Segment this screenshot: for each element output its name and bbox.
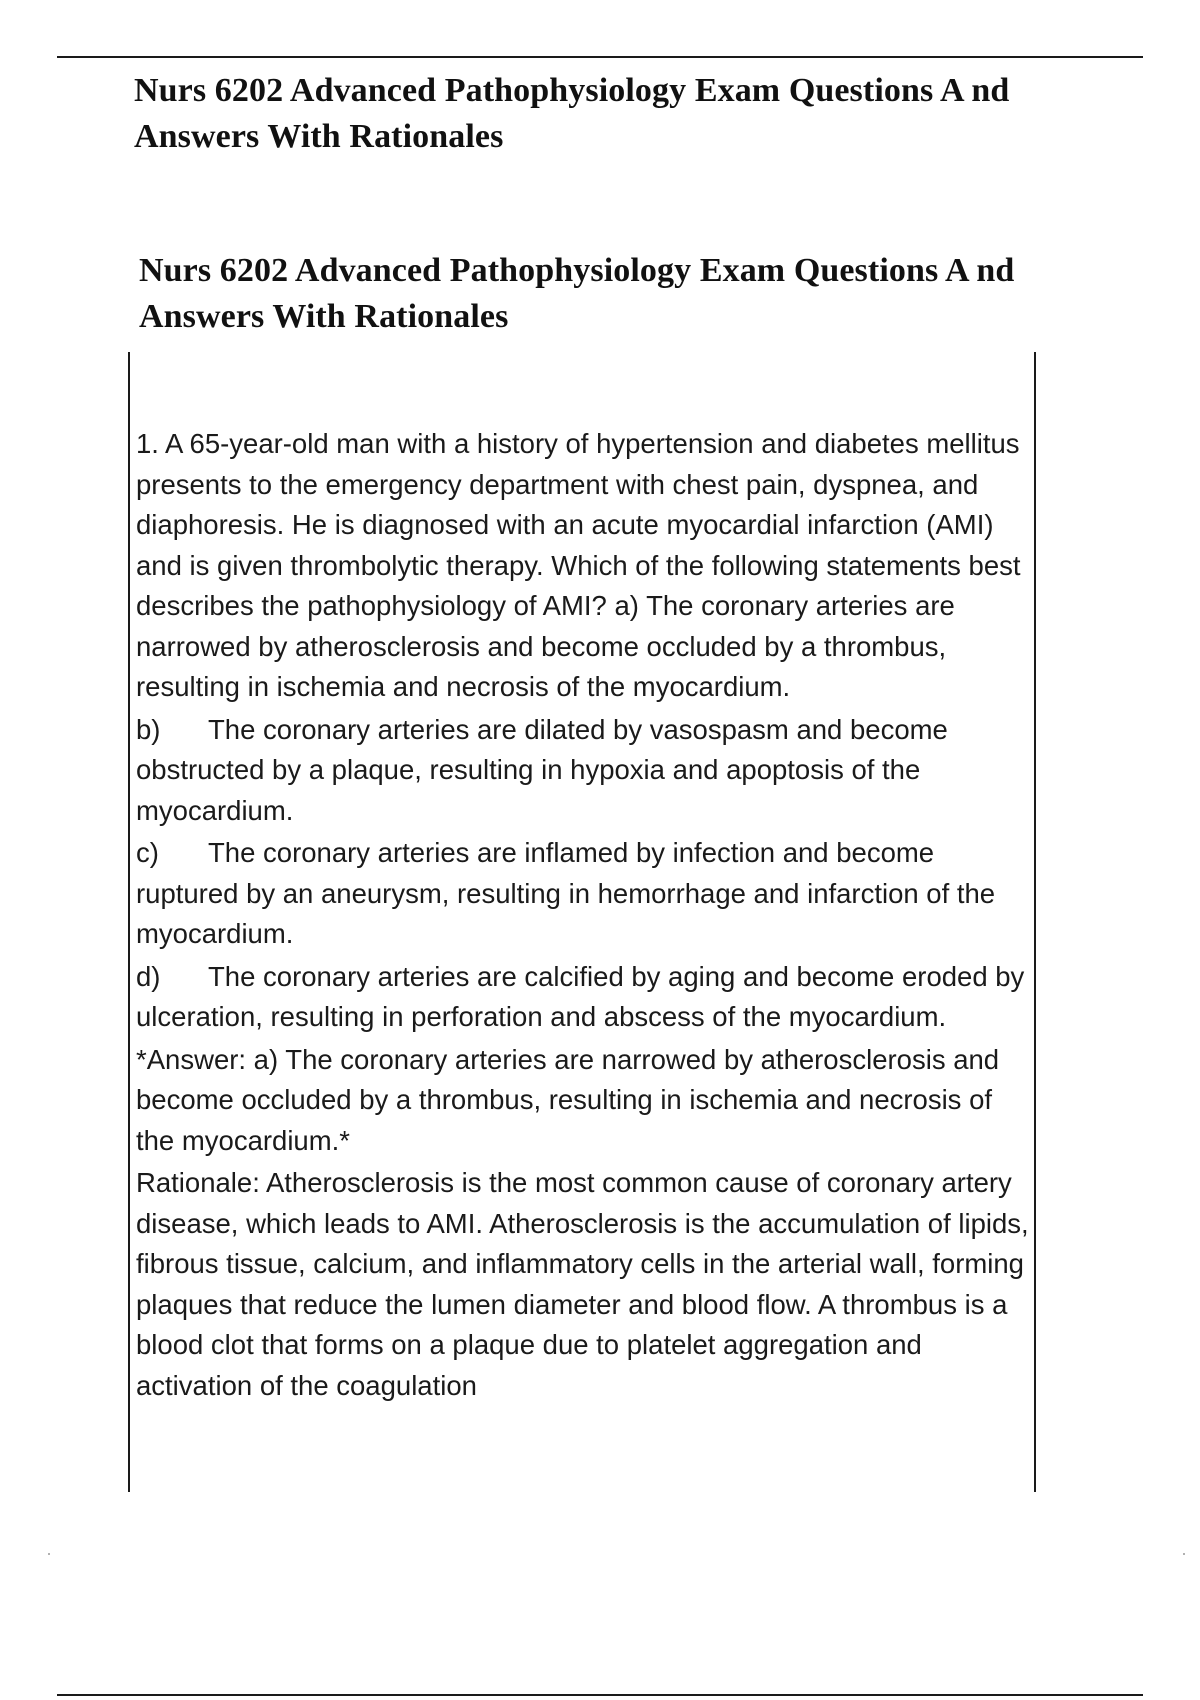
document-header-title: Nurs 6202 Advanced Pathophysiology Exam Questions A nd Answers With Rationales — [134, 72, 1010, 155]
option-d — [136, 957, 1036, 1038]
section-title: Nurs 6202 Advanced Pathophysiology Exam Questions A nd Answers With Rationales — [139, 252, 1015, 335]
question-box — [128, 352, 1036, 1492]
rationale-text: Rationale: Atherosclerosis is the most common cause of coronary artery disease, which leads to AMI. Atherosclerosis is the accumulation of lipids, fibrous tissue, calcium, and inflammatory cells in the arterial wall, forming plaques that reduce the lumen diameter and blood flow. A thrombus is a blood clot that forms on a plaque due to platelet aggregation and activation of the coagulation — [136, 1167, 1029, 1401]
question-content — [136, 424, 1036, 1406]
option-c — [136, 833, 1036, 955]
bottom-rule — [57, 1694, 1143, 1696]
page-mark-left — [48, 1553, 50, 1555]
top-rule — [57, 56, 1143, 58]
option-text: The coronary arteries are inflamed by infection and become ruptured by an aneurysm, resulting in hemorrhage and infarction of the myocardium. — [136, 837, 996, 949]
option-text: The coronary arteries are calcified by aging and become eroded by ulceration, resulting in perforation and abscess of the myocardium. — [136, 960, 1025, 1032]
option-letter: c) — [136, 837, 159, 868]
option-text: The coronary arteries are dilated by vasospasm and become obstructed by a plaque, resulting in hypoxia and apoptosis of the myocardium. — [136, 713, 948, 826]
question-stem: 1. A 65-year-old man with a history of hypertension and diabetes mellitus presents to the emergency department with chest pain, dyspnea, and diaphoresis. He is diagnosed with an acute myocardial infarction (AMI) and is given thrombolytic therapy. Which of the following statements best describes the pathophysiology of AMI? a) The coronary arteries are narrowed by atherosclerosis and become occluded by a thrombus, resulting in ischemia and necrosis of the myocardium. — [136, 428, 1021, 702]
option-b — [136, 710, 1036, 832]
answer-text: *Answer: a) The coronary arteries are narrowed by atherosclerosis and become occluded by a thrombus, resulting in ischemia and necrosis of the myocardium.* — [136, 1043, 1000, 1156]
option-letter: d) — [136, 960, 161, 992]
option-letter: b) — [136, 713, 161, 745]
page-mark-right — [1183, 1553, 1185, 1555]
